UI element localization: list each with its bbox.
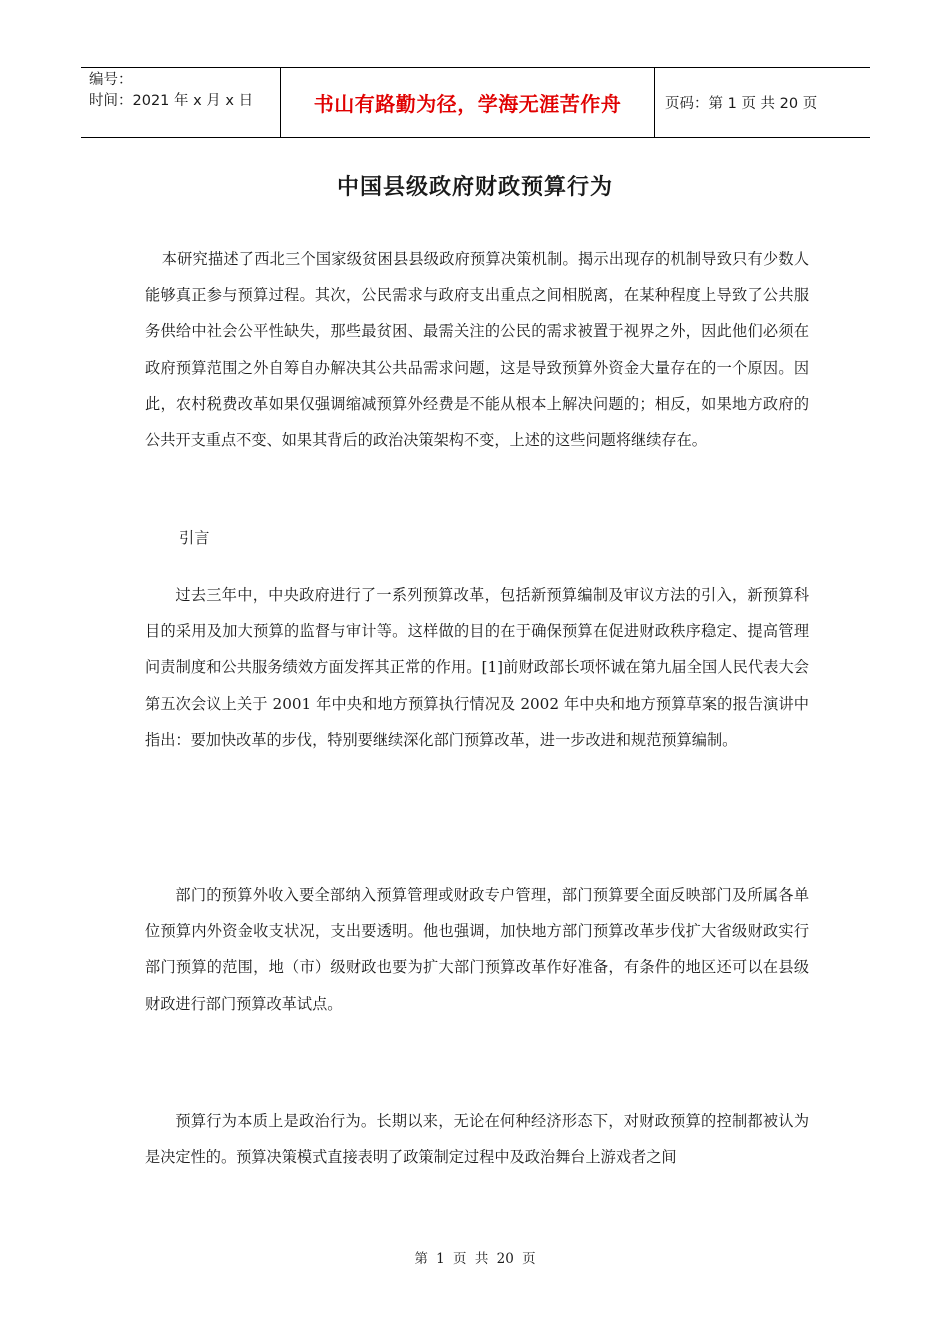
document-header <box>81 67 870 138</box>
header-motto-cell <box>281 68 655 137</box>
abstract-paragraph: 本研究描述了西北三个国家级贫困县县级政府预算决策机制。揭示出现存的机制导致只有少数人能够真正参与预算过程。其次，公民需求与政府支出重点之间相脱离，在某种程度上导致了公共服务供给中社会公平性缺失，那些最贫困、最需关注的公民的需求被置于视界之外，因此他们必须在政府预算范围之外自筹自办解决其公共品需求问题，这是导致预算外资金大量存在的一个原因。因此，农村税费改革如果仅强调缩减预算外经费是不能从根本上解决问题的；相反，如果地方政府的公共开支重点不变、如果其背后的政治决策架构不变，上述的这些问题将继续存在。 <box>145 250 809 450</box>
page-footer: 第 1 页 共 20 页 <box>414 1251 536 1267</box>
body-paragraph: 部门的预算外收入要全部纳入预算管理或财政专户管理，部门预算要全面反映部门及所属各单位预算内外资金收支状况，支出要透明。他也强调，加快地方部门预算改革步伐扩大省级财政实行部门预算的范围，地（市）级财政也要为扩大部门预算改革作好准备，有条件的地区还可以在县级财政进行部门预算改革试点。 <box>145 886 809 1013</box>
document-title: 中国县级政府财政预算行为 <box>336 175 613 200</box>
header-meta-cell <box>81 68 281 137</box>
header-page-cell <box>655 68 870 137</box>
document-number-label: 编号： <box>89 72 133 88</box>
section-heading-introduction: 引言 <box>179 529 210 547</box>
body-paragraph: 过去三年中，中央政府进行了一系列预算改革，包括新预算编制及审议方法的引入，新预算科目的采用及加大预算的监督与审计等。这样做的目的在于确保预算在促进财政秩序稳定、提高管理问责制度和公共服务绩效方面发挥其正常的作用。[1]前财政部长项怀诚在第九届全国人民代表大会第五次会议上关于 2001 年中央和地方预算执行情况及 2002 年中央和地方预算草案的报告演讲中指出：要加快改革的步伐，特别要继续深化部门预算改革，进一步改进和规范预算编制。 <box>145 586 809 749</box>
page-info: 页码：第 1 页 共 20 页 <box>665 96 818 112</box>
motto-text: 书山有路勤为径，学海无涯苦作舟 <box>313 92 622 116</box>
body-paragraph: 预算行为本质上是政治行为。长期以来，无论在何种经济形态下，对财政预算的控制都被认为是决定性的。预算决策模式直接表明了政策制定过程中及政治舞台上游戏者之间 <box>145 1112 809 1167</box>
document-date-label: 时间：2021 年 x 月 x 日 <box>89 93 254 109</box>
